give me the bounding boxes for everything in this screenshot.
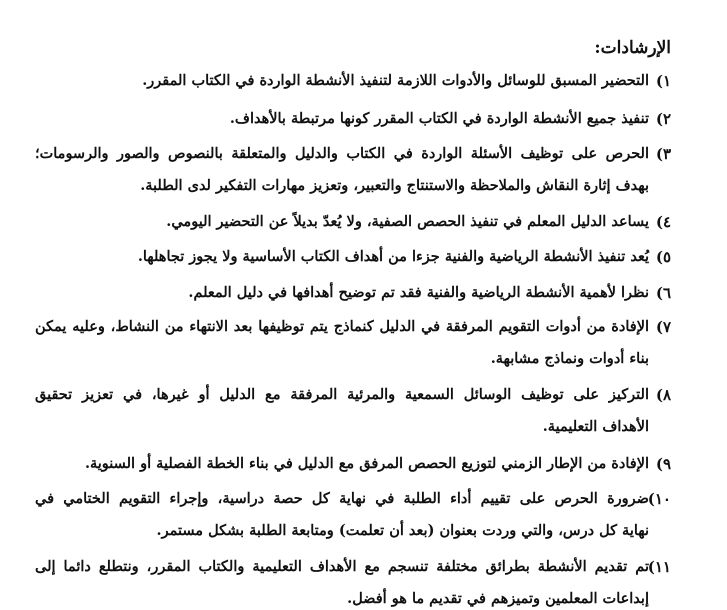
instruction-item-3 [35, 143, 671, 197]
item-number: ٩) [655, 455, 671, 473]
item-number: ٣) [655, 145, 671, 163]
item-line: يساعد الدليل المعلم في تنفيذ الحصص الصفية، ولا يُعدّ بديلاً عن التحضير اليومي. [166, 213, 649, 230]
item-text [35, 316, 649, 370]
item-text [35, 211, 649, 233]
item-line: التركيز على توظيف الوسائل السمعية والمرئية المرفقة مع الدليل أو غيرها، في تعزيز تحقيق [35, 386, 649, 403]
instruction-item-9 [35, 453, 671, 475]
item-line: بهدف إثارة النقاش والملاحظة والاستنتاج والتعبير، وتعزيز مهارات التفكير لدى الطلبة. [140, 177, 649, 194]
item-number: ١) [655, 72, 671, 90]
instruction-item-2 [35, 108, 671, 130]
item-text [35, 246, 649, 268]
item-line: إبداعات المعلمين وتميزهم في تقديم ما هو أفضل. [347, 590, 649, 607]
item-line: الحرص على توظيف الأسئلة الواردة في الكتاب والدليل والمتعلقة بالنصوص والصور والرسومات؛ [35, 145, 649, 162]
item-text [35, 282, 649, 304]
item-line: بناء أدوات ونماذج مشابهة. [490, 350, 649, 367]
instruction-item-11 [35, 556, 671, 610]
item-line: التحضير المسبق للوسائل والأدوات اللازمة لتنفيذ الأنشطة الواردة في الكتاب المقرر. [142, 72, 649, 89]
item-number: ١١) [647, 558, 671, 576]
item-number: ٦) [655, 284, 671, 302]
item-number: ٥) [655, 248, 671, 266]
item-line: الأهداف التعليمية. [542, 418, 649, 435]
item-line: تم تقديم الأنشطة بطرائق مختلفة تنسجم مع الأهداف التعليمية والكتاب المقرر، ونتطلع دائما إلى [35, 558, 649, 575]
item-number: ٧) [655, 318, 671, 336]
item-line: يُعد تنفيذ الأنشطة الرياضية والفنية جزءا من أهداف الكتاب الأساسية ولا يجوز تجاهلها. [137, 248, 649, 265]
item-number: ٤) [655, 213, 671, 231]
instruction-item-4 [35, 211, 671, 233]
item-text [35, 108, 649, 130]
instruction-item-5 [35, 246, 671, 268]
item-text [35, 488, 649, 542]
item-text [35, 384, 649, 438]
item-text [35, 453, 649, 475]
instruction-item-6 [35, 282, 671, 304]
item-line: نهاية كل درس، والتي وردت بعنوان (بعد أن تعلمت) ومتابعة الطلبة بشكل مستمر. [156, 522, 649, 539]
instruction-item-1 [35, 70, 671, 92]
item-text [35, 556, 649, 610]
instructions-heading: الإرشادات: [594, 38, 671, 58]
item-number: ١٠) [647, 490, 671, 508]
instruction-item-7 [35, 316, 671, 370]
item-line: ضرورة الحرص على تقييم أداء الطلبة في نهاية كل حصة دراسية، وإجراء التقويم الختامي في [35, 490, 649, 507]
item-line: الإفادة من أدوات التقويم المرفقة في الدليل كنماذج يتم توظيفها بعد الانتهاء من النشاط، وعليه يمكن [35, 318, 649, 335]
item-text [35, 70, 649, 92]
instruction-item-8 [35, 384, 671, 438]
item-text [35, 143, 649, 197]
item-line: الإفادة من الإطار الزمني لتوزيع الحصص المرفق مع الدليل في بناء الخطة الفصلية أو السنوية. [84, 455, 649, 472]
item-line: نظرا لأهمية الأنشطة الرياضية والفنية فقد تم توضيح أهدافها في دليل المعلم. [188, 284, 649, 301]
item-line: تنفيذ جميع الأنشطة الواردة في الكتاب المقرر كونها مرتبطة بالأهداف. [229, 110, 649, 127]
instruction-item-10 [35, 488, 671, 542]
item-number: ٨) [655, 386, 671, 404]
item-number: ٢) [655, 110, 671, 128]
